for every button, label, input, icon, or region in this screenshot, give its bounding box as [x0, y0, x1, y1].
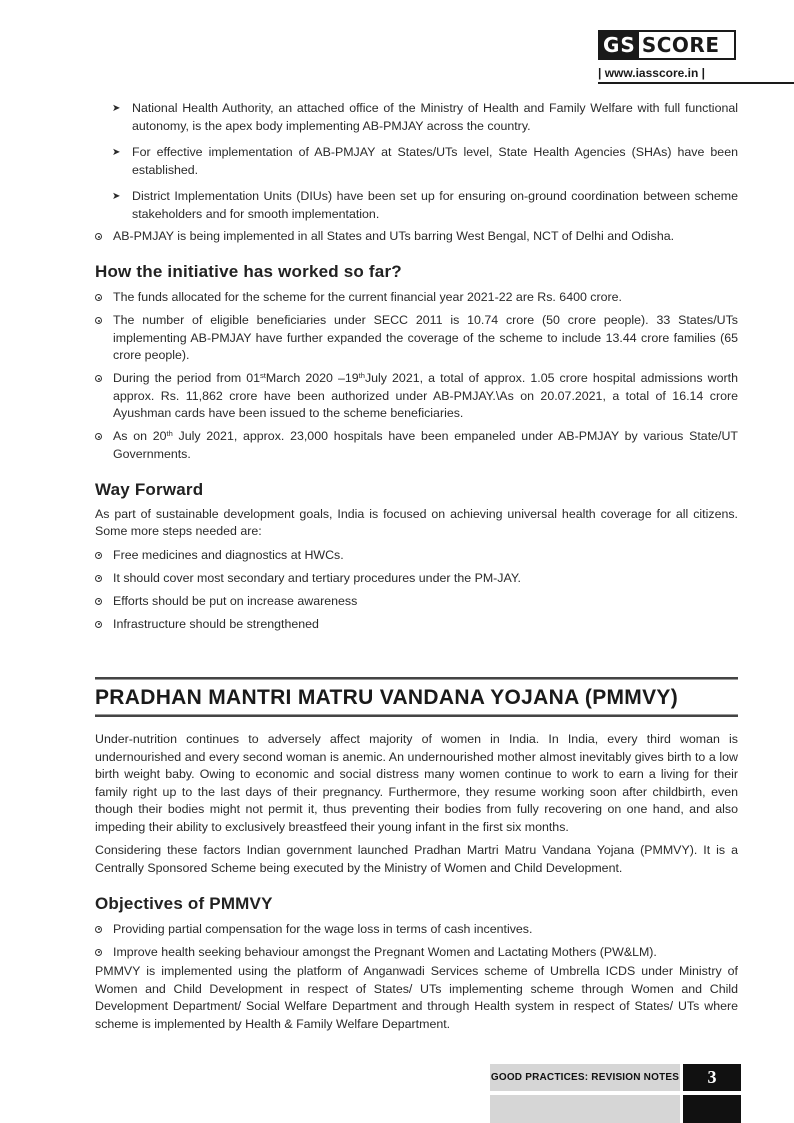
text-fragment: March 2020 –19 — [265, 371, 359, 385]
list-item-text: Infrastructure should be strengthened — [113, 616, 319, 631]
section-heading-objectives: Objectives of PMMVY — [95, 894, 273, 913]
pmmvy-paragraph-3: PMMVY is implemented using the platform of Anganwadi Services scheme of Umbrella ICDS under Ministry of Women and Child Development in respect of States/ UTs implementing scheme through Women and Child Development Department/ Social Welfare Department and through Health system in respect of States/ UTs where scheme is implemented by Health & Family Welfare Department. — [95, 964, 738, 1031]
circle-bullet-icon — [95, 317, 102, 324]
text-fragment: July 2021, approx. 23,000 hospitals have been empaneled under AB-PMJAY by various State/UT Governments. — [113, 429, 738, 461]
list-item-text: AB-PMJAY is being implemented in all States and UTs barring West Bengal, NCT of Delhi and Odisha. — [113, 229, 675, 243]
footer-decor-black — [683, 1095, 741, 1123]
list-item-text: National Health Authority, an attached office of the Ministry of Health and Family Welfare with full functional autonomy, is the apex body implementing AB-PMJAY across the country. — [132, 101, 738, 133]
list-item-text: Providing partial compensation for the wage loss in terms of cash incentives. — [113, 921, 533, 936]
list-item — [112, 144, 738, 179]
list-item-text: District Implementation Units (DIUs) have been set up for ensuring on-ground coordination between scheme stakeholders and for smooth implementation. — [132, 189, 738, 221]
list-item-text: Free medicines and diagnostics at HWCs. — [113, 547, 344, 562]
section-heading-way-forward: Way Forward — [95, 480, 204, 499]
circle-bullet-icon — [95, 294, 102, 301]
pmmvy-title-block — [95, 677, 738, 717]
list-item — [95, 228, 738, 246]
title-rule-top — [95, 677, 738, 680]
circle-bullet-icon — [95, 375, 102, 382]
title-rule-bottom — [95, 714, 738, 717]
list-item — [95, 370, 738, 423]
list-item — [95, 289, 738, 307]
circle-bullet-icon — [95, 233, 102, 240]
list-item — [95, 616, 738, 634]
list-item-text: For effective implementation of AB-PMJAY at States/UTs level, State Health Agencies (SHAs) have been established. — [132, 145, 738, 177]
list-item — [95, 944, 738, 962]
list-item — [112, 188, 738, 223]
circle-bullet-icon — [95, 433, 102, 440]
circle-bullet-icon — [95, 621, 102, 628]
pmmvy-paragraph-2: Considering these factors Indian government launched Pradhan Martri Matru Vandana Yojana (PMMVY). It is a Centrally Sponsored Scheme being executed by the Ministry of Women and Child Development. — [95, 843, 738, 875]
circle-bullet-icon — [95, 552, 102, 559]
intro-sub-list — [112, 100, 738, 223]
text-fragment: July 2021, a total of approx. 1.05 crore hospital admissions worth approx. Rs. 11,862 crore have been authorized under AB-PMJAY.\As on 20.07.2021, a total of 16.14 crore Ayushman cards have been issued to the scheme beneficiaries. — [113, 371, 738, 420]
intro-list — [95, 228, 738, 246]
list-item-text: It should cover most secondary and tertiary procedures under the PM-JAY. — [113, 570, 521, 585]
circle-bullet-icon — [95, 949, 102, 956]
footer-label: GOOD PRACTICES: REVISION NOTES — [490, 1064, 680, 1091]
objectives-list — [95, 921, 738, 962]
pmmvy-title: PRADHAN MANTRI MATRU VANDANA YOJANA (PMMVY) — [95, 686, 678, 709]
arrow-bullet-icon: ➤ — [112, 147, 121, 158]
way-forward-list — [95, 547, 738, 634]
list-item — [112, 100, 738, 135]
list-item — [95, 547, 738, 565]
superscript: st — [260, 371, 266, 380]
list-item — [95, 428, 738, 463]
text-fragment: During the period from 01 — [113, 371, 261, 385]
page-number: 3 — [683, 1064, 741, 1091]
logo-mark — [598, 30, 736, 60]
list-item — [95, 570, 738, 588]
brand-logo — [598, 30, 738, 80]
logo-gs: GS — [600, 32, 639, 58]
list-item — [95, 312, 738, 365]
list-item-text: Improve health seeking behaviour amongst the Pregnant Women and Lactating Mothers (PW&LM). — [113, 944, 657, 959]
circle-bullet-icon — [95, 598, 102, 605]
list-item — [95, 593, 738, 611]
list-item — [95, 921, 738, 939]
site-url[interactable]: | www.iasscore.in | — [598, 64, 794, 84]
circle-bullet-icon — [95, 575, 102, 582]
list-item-text: The number of eligible beneficiaries under SECC 2011 is 10.74 crore (50 crore people). 33 States/UTs implementing AB-PMJAY have further expanded the coverage of the scheme to include 13.44 crore families (65 crore people). — [113, 313, 738, 362]
text-fragment: As on 20 — [113, 429, 167, 443]
page-content — [95, 100, 738, 639]
way-forward-intro: As part of sustainable development goals, India is focused on achieving universal health coverage for all citizens. Some more steps needed are: — [95, 506, 738, 538]
pmmvy-paragraph-1: Under-nutrition continues to adversely affect majority of women in India. In India, every third woman is undernourished and every second woman is anemic. An undernourished mother almost inevitably gives birth to a low birth weight baby. Owing to economic and social distress many women continue to work to earn a living for their family right up to the last days of their pregnancy. Furthermore, they resume working soon after childbirth, even though their bodies might not permit it, thus preventing their bodies from fully recovering on one hand, and also impeding their ability to exclusively breastfeed their young infant in the first six months. — [95, 732, 738, 834]
footer-decor-grey — [490, 1095, 680, 1123]
superscript: th — [358, 371, 365, 380]
section-heading-progress: How the initiative has worked so far? — [95, 261, 402, 281]
circle-bullet-icon — [95, 926, 102, 933]
progress-list — [95, 289, 738, 463]
pmmvy-content — [95, 731, 738, 1033]
arrow-bullet-icon: ➤ — [112, 103, 121, 114]
logo-score: SCORE — [641, 33, 720, 57]
list-item-text: Efforts should be put on increase awareness — [113, 593, 358, 608]
superscript: th — [166, 429, 173, 438]
arrow-bullet-icon: ➤ — [112, 191, 121, 202]
list-item-text: The funds allocated for the scheme for the current financial year 2021-22 are Rs. 6400 crore. — [113, 290, 622, 304]
